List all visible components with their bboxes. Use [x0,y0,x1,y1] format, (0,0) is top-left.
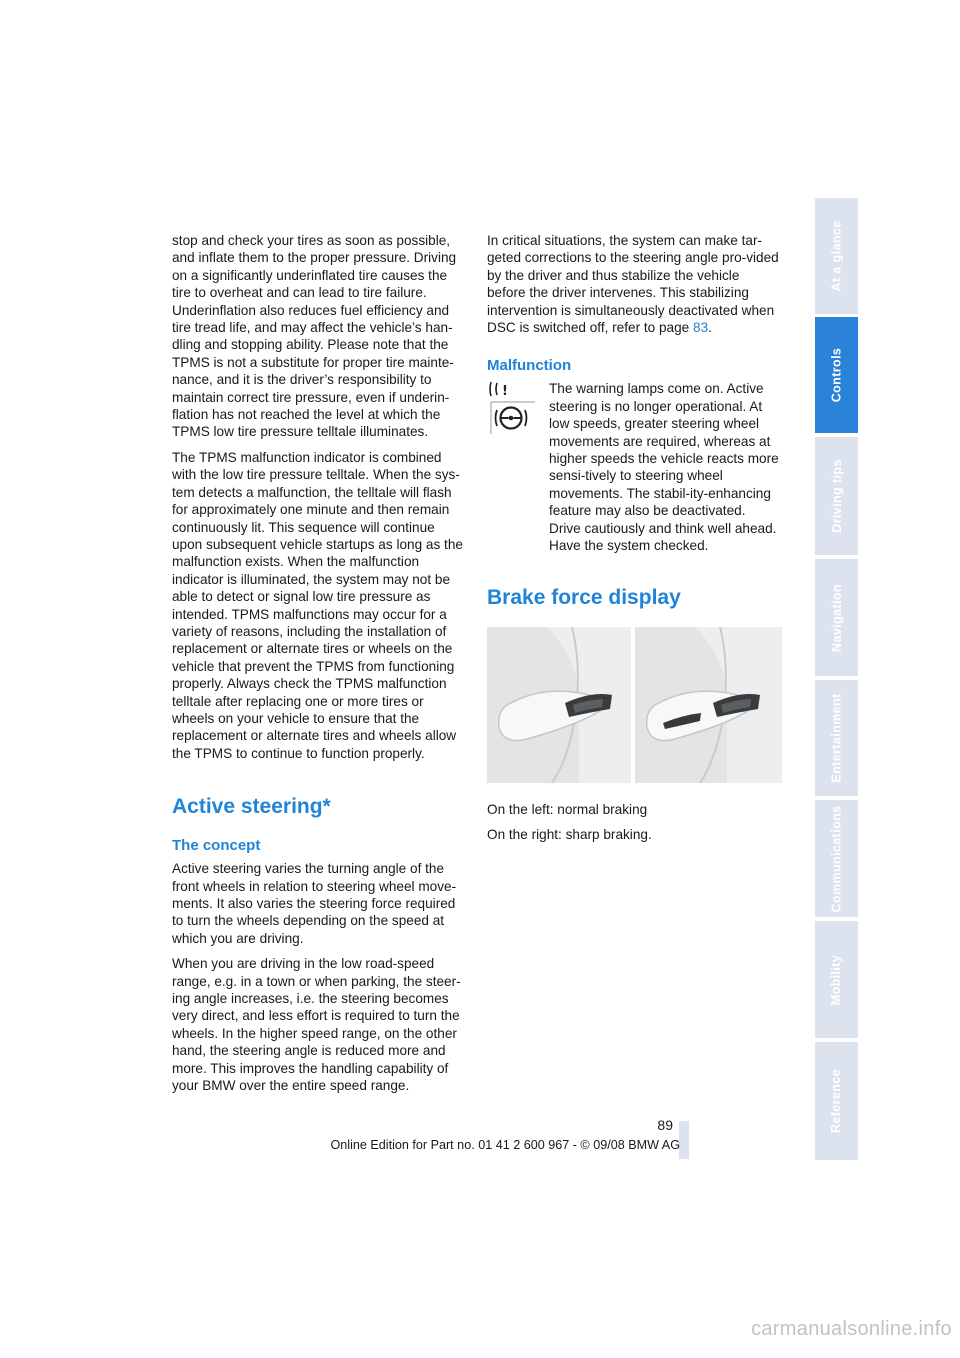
concept-paragraph-2: When you are driving in the low road-speed range, e.g. in a town or when parking, the steer-ing angle increases, i.e. the steering becomes very direct, and less effort is required to turn the wheels. In the higher speed range, on the other hand, the steering angle is reduced more and more. This improves the handling capability of your BMW over the entire speed range. [172,956,461,1094]
tab-driving-tips[interactable] [815,437,858,555]
critical-situations-text: In critical situations, the system can make tar-geted corrections to the steering angle pro-vided by the driver and thus stabilize the vehicle before the driver intervenes. This stabilizing intervention is simultaneously deactivated when DSC is switched off, refer to page [487,233,779,336]
caption-right: On the right: sharp braking. [487,826,652,842]
page-83-link[interactable]: 83 [693,320,709,336]
page-number: 89 [657,1117,673,1133]
normal-braking-panel [487,627,632,783]
left-column [172,232,464,1102]
caption-left: On the left: normal braking [487,801,648,817]
subheading-the-concept: The concept [172,837,261,855]
tab-communications[interactable] [815,800,858,917]
page-number-bar [679,1121,689,1159]
tab-label-mobility: Mobility [829,954,844,1005]
tab-at-a-glance[interactable] [815,198,858,314]
tab-reference[interactable] [815,1042,858,1160]
tab-label-entertainment: Entertainment [829,693,844,783]
malfunction-block [487,380,779,554]
tab-mobility[interactable] [815,921,858,1038]
tab-entertainment[interactable] [815,680,858,796]
tab-navigation[interactable] [815,559,858,676]
tab-label-reference: Reference [829,1068,844,1134]
watermark-text: carmanualsonline.info [751,1318,952,1340]
tab-label-driving-tips: Driving tips [829,459,844,533]
sharp-braking-panel [635,627,782,783]
malfunction-paragraph: The warning lamps come on. Active steering is no longer operational. At low speeds, greater steering wheel movements are required, whereas at higher speeds the vehicle reacts more sensi-tively to steering wheel movements. The stabil-ity-enhancing feature may also be deactivated. Drive cautiously and think well ahead. Have the system checked. [549,381,779,554]
tab-label-navigation: Navigation [829,583,844,652]
concept-paragraph-1: Active steering varies the turning angle of the front wheels in relation to steering wheel move-ments. It also varies the steering force required to turn the wheels depending on the speed at which you are driving. [172,861,457,946]
tpms-paragraph-1: stop and check your tires as soon as possible, and inflate them to the proper pressure. Driving on a significantly underinflated tire causes the tire to overheat and can lead to tire failure. Underinflation also reduces fuel efficiency and tire tread life, and may affect the vehicle’s han-dling and stopping ability. Please note that the TPMS is not a substitute for proper tire mainte-nance, and it is the driver’s responsibility to maintain correct tire pressure, even if underin-flation has not reached the level at which the TPMS low tire pressure telltale illuminates. [172,233,457,440]
chapter-sidebar [815,198,858,1160]
brake-force-photo [487,627,782,783]
warning-exclamation: ! [502,384,508,400]
tab-label-controls: Controls [829,347,844,403]
footer-edition: Online Edition for Part no. 01 41 2 600 967 - © 09/08 BMW AG [330,1138,680,1152]
tpms-paragraph-2: The TPMS malfunction indicator is combined with the low tire pressure telltale. When the sys-tem detects a malfunction, the telltale will flash for approximately one minute and then remain continuously lit. This sequence will continue upon subsequent vehicle startups as long as the malfunction exists. When the malfunction indicator is illuminated, the system may not be able to detect or signal low tire pressure as intended. TPMS malfunctions may occur for a variety of reasons, including the installation of replacement or alternate tires or wheels on the vehicle that prevent the TPMS from functioning properly. Always check the TPMS malfunction telltale after replacing one or more tires or wheels on your vehicle to ensure that the replacement or alternate tires and wheels allow the TPMS to continue to function properly. [172,449,463,761]
heading-active-steering: Active steering* [172,795,331,819]
tab-label-at-a-glance: At a glance [829,220,844,292]
critical-situations-end: . [708,320,712,336]
critical-situations-paragraph [487,232,779,336]
subheading-malfunction: Malfunction [487,357,572,375]
heading-brake-force-display: Brake force display [487,585,681,609]
active-steering-warning-icon [487,380,539,436]
tab-controls[interactable] [815,317,858,433]
watermark [0,1318,960,1341]
tab-label-communications: Communications [829,805,844,912]
right-column [487,232,779,851]
